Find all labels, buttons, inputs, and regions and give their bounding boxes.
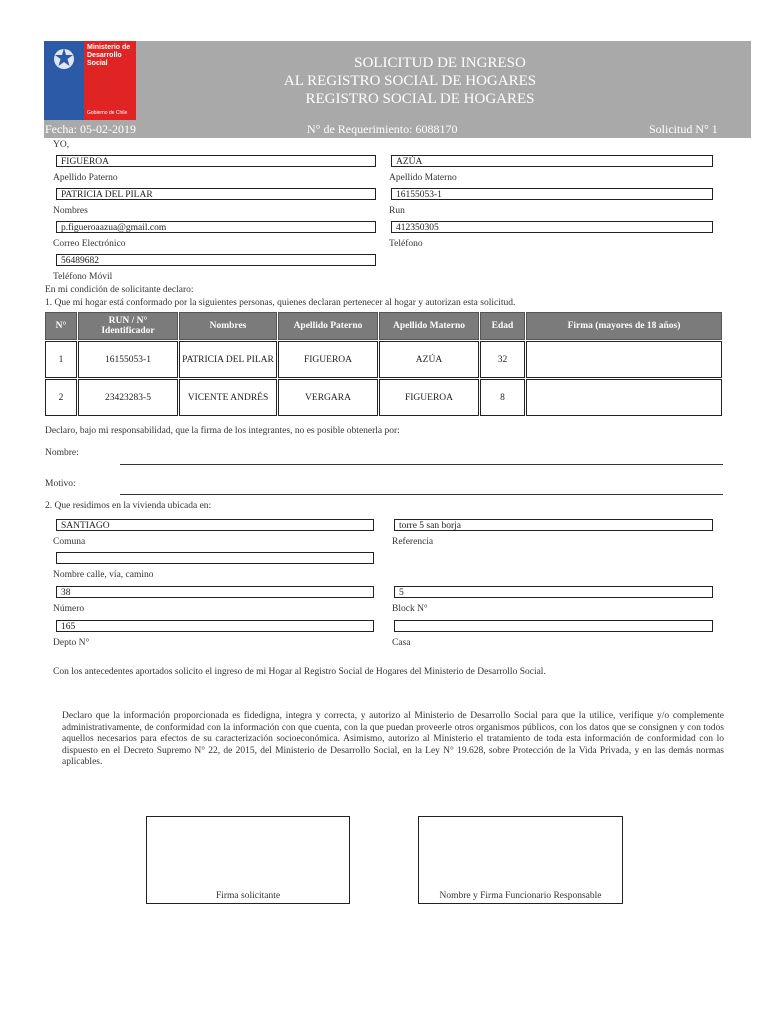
cell-paterno: FIGUEROA xyxy=(278,341,378,378)
cell-nombres: VICENTE ANDRÉS xyxy=(179,379,277,416)
members-table xyxy=(44,311,723,417)
declaro-paragraph: Declaro que la información proporcionada es fidedigna, integra y correcta, y autorizo al Ministerio de Desarrollo Social para que la utilice, verifique y/o complemente administrativamente, de conformidad con la información con que cuenta, con la que puedan proveerle otros organismos públicos, con los datos que se consignen y con todos aquellos necesarios para efectos de su caracterización socioeconómica. Asimismo, autorizo al Ministerio el tratamiento de toda esta información de conformidad con lo dispuesto en el Decreto Supremo N° 22, de 2015, del Ministerio de Desarrollo Social, en la Ley N° 19.628, sobre Protección de la Vida Privada, y en las demás normas aplicables. xyxy=(62,711,724,767)
referencia-field[interactable]: torre 5 san borja xyxy=(394,519,713,531)
calle-label: Nombre calle, vía, camino xyxy=(53,570,154,580)
solicito-text: Con los antecedentes aportados solicito el ingreso de mi Hogar al Registro Social de Hogares del Ministerio de Desarrollo Social. xyxy=(53,667,546,677)
casa-label: Casa xyxy=(392,638,411,648)
fecha-text: Fecha: 05-02-2019 xyxy=(45,122,136,136)
cell-edad: 8 xyxy=(480,379,525,416)
table-row xyxy=(45,341,722,378)
table-header-row xyxy=(45,312,722,340)
referencia-label: Referencia xyxy=(392,537,434,547)
cell-edad: 32 xyxy=(480,341,525,378)
depto-field[interactable]: 165 xyxy=(56,620,374,632)
run-field[interactable]: 16155053-1 xyxy=(391,188,713,200)
title-line-1: SOLICITUD DE INGRESO xyxy=(354,55,526,71)
logo-gob-text: Gobierno de Chile xyxy=(87,110,128,116)
nombres-label: Nombres xyxy=(53,206,88,216)
depto-label: Depto N° xyxy=(53,638,90,648)
block-field[interactable]: 5 xyxy=(394,586,713,598)
nombre-label: Nombre: xyxy=(45,448,79,458)
numero-field[interactable]: 38 xyxy=(56,586,374,598)
title-line-3: REGISTRO SOCIAL DE HOGARES xyxy=(305,91,535,107)
cell-firma[interactable] xyxy=(526,341,722,378)
col-header-firma: Firma (mayores de 18 años) xyxy=(526,312,722,340)
apellido-paterno-field[interactable]: FIGUEROA xyxy=(56,155,376,167)
telefono-label: Teléfono xyxy=(389,239,423,249)
telefono-field[interactable]: 412350305 xyxy=(391,221,713,233)
solicitud-number: Solicitud N° 1 xyxy=(649,122,718,136)
cell-n: 2 xyxy=(45,379,77,416)
col-header-run: RUN / N° Identificador xyxy=(78,312,178,340)
casa-field[interactable] xyxy=(394,620,713,632)
firma-solicitante-label: Firma solicitante xyxy=(215,891,281,901)
col-header-nombres: Nombres xyxy=(179,312,277,340)
comuna-field[interactable]: SANTIAGO xyxy=(56,519,374,531)
apellido-paterno-label: Apellido Paterno xyxy=(53,173,118,183)
col-header-edad: Edad xyxy=(480,312,525,340)
col-header-n: N° xyxy=(45,312,77,340)
firma-funcionario-box[interactable] xyxy=(418,816,623,904)
firma-solicitante-box[interactable] xyxy=(146,816,350,904)
motivo-label: Motivo: xyxy=(45,479,76,489)
cell-nombres: PATRICIA DEL PILAR xyxy=(179,341,277,378)
yo-label: YO, xyxy=(53,140,70,150)
cell-run: 16155053-1 xyxy=(78,341,178,378)
motivo-line[interactable] xyxy=(120,494,723,495)
requerimiento-text: N° de Requerimiento: 6088170 xyxy=(307,122,458,136)
movil-label: Teléfono Móvil xyxy=(53,272,113,282)
title-line-2: AL REGISTRO SOCIAL DE HOGARES xyxy=(283,73,537,89)
cell-run: 23423283-5 xyxy=(78,379,178,416)
apellido-materno-label: Apellido Materno xyxy=(389,173,457,183)
cell-paterno: VERGARA xyxy=(278,379,378,416)
cell-firma[interactable] xyxy=(526,379,722,416)
block-label: Block N° xyxy=(392,604,428,614)
condicion-text: En mi condición de solicitante declaro: xyxy=(45,285,194,295)
cell-materno: FIGUEROA xyxy=(379,379,479,416)
table-row xyxy=(45,379,722,416)
logo-ministry-text: Ministerio de Desarrollo Social xyxy=(87,44,131,67)
comuna-label: Comuna xyxy=(53,537,86,547)
numero-label: Número xyxy=(53,604,85,614)
nombre-line[interactable] xyxy=(120,464,723,465)
col-header-paterno: Apellido Paterno xyxy=(278,312,378,340)
cell-materno: AZÚA xyxy=(379,341,479,378)
punto2-text: 2. Que residimos en la vivienda ubicada en: xyxy=(45,501,212,511)
calle-field[interactable] xyxy=(56,552,374,564)
cell-n: 1 xyxy=(45,341,77,378)
ministry-logo xyxy=(44,41,136,120)
coat-of-arms-icon xyxy=(50,44,78,72)
movil-field[interactable]: 56489682 xyxy=(56,254,376,266)
apellido-materno-field[interactable]: AZÚA xyxy=(391,155,713,167)
correo-field[interactable]: p.figueroaazua@gmail.com xyxy=(56,221,376,233)
punto1-text: 1. Que mi hogar está conformado por la siguientes personas, quienes declaran pertenecer al hogar y autorizan esta solicitud. xyxy=(45,298,516,308)
correo-label: Correo Electrónico xyxy=(53,239,126,249)
no-firma-text: Declaro, bajo mi responsabilidad, que la firma de los integrantes, no es posible obtenerla por: xyxy=(45,426,400,436)
firma-funcionario-label: Nombre y Firma Funcionario Responsable xyxy=(439,891,602,901)
run-label: Run xyxy=(389,206,405,216)
col-header-materno: Apellido Materno xyxy=(379,312,479,340)
nombres-field[interactable]: PATRICIA DEL PILAR xyxy=(56,188,376,200)
